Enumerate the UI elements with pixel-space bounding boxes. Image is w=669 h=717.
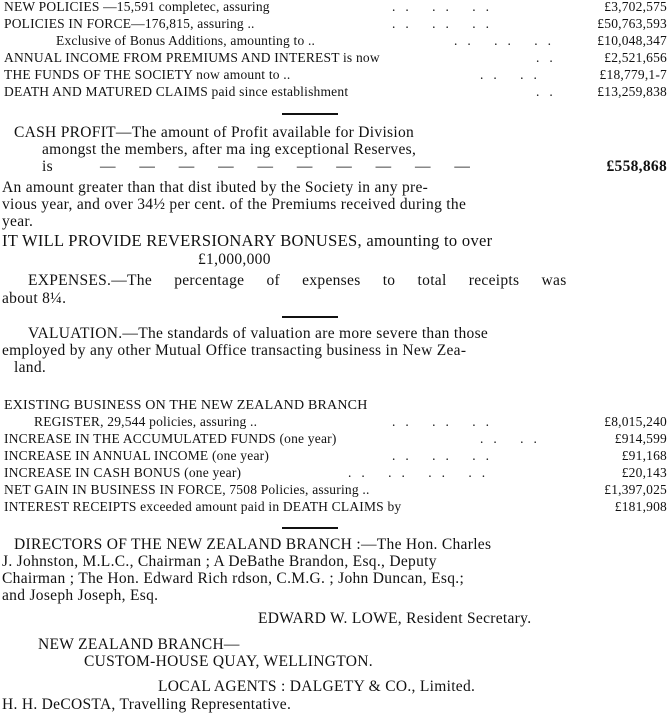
leader-dots: .. .. [480, 431, 547, 446]
dash-leader: — — — — — — — — — — [100, 158, 480, 175]
amount-line-2: vious year, and over 34½ per cent. of the Premiums received during the [2, 196, 467, 213]
stat-label: NEW POLICIES —15,591 completec, assuring [4, 0, 270, 14]
directors-line-2: J. Johnston, M.L.C., Chairman ; A DeBathe Brandon, Esq., Deputy [2, 553, 437, 570]
stat-label: INCREASE IN ANNUAL INCOME (one year) [4, 448, 270, 463]
directors-line-3: Chairman ; The Hon. Edward Rich rdson, C.M.G. ; John Duncan, Esq.; [2, 570, 465, 587]
stat-value: £914,599 [614, 431, 667, 446]
leader-dots: .. .. .. .. [348, 465, 496, 480]
section-divider [282, 113, 338, 115]
leader-dots: .. [536, 84, 563, 99]
stat-label: INTEREST RECEIPTS exceeded amount paid in DEATH CLAIMS by [4, 499, 402, 514]
valuation-line-3: land. [14, 359, 47, 376]
expenses-line-2: about 8¼. [2, 290, 67, 307]
resident-secretary: EDWARD W. LOWE, Resident Secretary. [258, 610, 532, 627]
stat-value: £3,702,575 [604, 0, 667, 14]
directors-line-4: and Joseph Joseph, Esq. [2, 587, 159, 604]
leader-dots: .. .. [480, 67, 547, 82]
directors-line-1: DIRECTORS OF THE NEW ZEALAND BRANCH :—The Hon. Charles [14, 536, 492, 553]
stat-value: £181,908 [614, 499, 667, 514]
stat-label: REGISTER, 29,544 policies, assuring .. [34, 414, 258, 429]
stat-value: £8,015,240 [604, 414, 667, 429]
stat-value: £20,143 [621, 465, 667, 480]
stat-label: INCREASE IN CASH BONUS (one year) [4, 465, 242, 480]
stat-value: £1,397,025 [604, 482, 667, 497]
stat-value: £91,168 [621, 448, 667, 463]
leader-dots: .. .. .. [454, 33, 561, 48]
stat-value: £2,521,656 [604, 50, 667, 65]
bonuses-line-2: £1,000,000 [198, 251, 271, 268]
valuation-line-1: VALUATION.—The standards of valuation are more severe than those [28, 325, 489, 342]
local-agents: LOCAL AGENTS : DALGETY & CO., Limited. [158, 678, 476, 695]
stat-label: Exclusive of Bonus Additions, amounting to .. [56, 33, 316, 48]
travelling-representative: H. H. DeCOSTA, Travelling Representative. [2, 696, 292, 713]
stat-label: ANNUAL INCOME FROM PREMIUMS AND INTEREST is now [4, 50, 380, 65]
advertisement-page: NEW POLICIES —15,591 completec, assuring .. .. .. £3,702,575 POLICIES IN FORCE—176,815, assuring .. .. .. .. £50,763,593 Exclusive of Bonus Additions, amounting to .. .. .. .. £10,048,347 ANNUAL INCOME FROM PREMIUMS AND INTEREST is now .. £2,521,656 THE FUNDS OF THE SOCIETY now amount to .. .. .. £18,779,1-7 DEATH AND MATURED CLAIMS paid since establishment .. £13,259,838 CASH PROFIT—The amount of Profit available for Division amongst the members, after ma ing exceptional Reserves, is — — — — — — — — — — £558,868 An amount greater than that dist ibuted by the Society in any pre- vious year, and over 34½ per cent. of the Premiums received during the year. IT WILL PROVIDE REVERSIONARY BONUSES, amounting to over £1,000,000 EXPENSES.—The percentage of expenses to total receipts was about 8¼. VALUATION.—The standards of valuation are more severe than those employed by any other Mutual Office transacting business in New Zea- land. EXISTING BUSINESS ON THE NEW ZEALAND BRANCH REGISTER, 29,544 policies, assuring .. .. .. .. £8,015,240 INCREASE IN THE ACCUMULATED FUNDS (one year) .. .. £914,599 INCREASE IN ANNUAL INCOME (one year) .. .. .. £91,168 INCREASE IN CASH BONUS (one year) .. .. .. .. £20,143 NET GAIN IN BUSINESS IN FORCE, 7508 Policies, assuring .. £1,397,025 INTEREST RECEIPTS exceeded amount paid in DEATH CLAIMS by £181,908 DIRECTORS OF THE NEW ZEALAND BRANCH :—The Hon. Charles J. Johnston, M.L.C., Chairman ; A DeBathe Brandon, Esq., Deputy Chairman ; The Hon. Edward Rich rdson, C.M.G. ; John Duncan, Esq.; and Joseph Joseph, Esq. EDWARD W. LOWE, Resident Secretary. NEW ZEALAND BRANCH— CUSTOM-HOUSE QUAY, WELLINGTON. LOCAL AGENTS : DALGETY & CO., Limited. H. H. DeCOSTA, Travelling Representative. [2, 0, 667, 713]
stat-label: THE FUNDS OF THE SOCIETY now amount to .. [4, 67, 291, 82]
leader-dots: .. .. .. [392, 414, 499, 429]
stat-value: £13,259,838 [597, 84, 667, 99]
stat-label: POLICIES IN FORCE—176,815, assuring .. [4, 16, 255, 31]
stat-value: £18,779,1-7 [599, 67, 667, 82]
stat-value: £10,048,347 [597, 33, 667, 48]
cash-profit-line-2: amongst the members, after ma ing exceptional Reserves, [42, 141, 417, 158]
cash-profit-line-1: CASH PROFIT—The amount of Profit available for Division [14, 124, 415, 141]
leader-dots: .. .. .. [392, 448, 499, 463]
amount-line-1: An amount greater than that dist ibuted by the Society in any pre- [2, 179, 429, 196]
section-divider [282, 316, 338, 318]
leader-dots: .. .. .. [392, 0, 499, 14]
valuation-line-2: employed by any other Mutual Office transacting business in New Zea- [2, 342, 467, 359]
stat-label: DEATH AND MATURED CLAIMS paid since establishment [4, 84, 349, 99]
expenses-line-1: EXPENSES.—The percentage of expenses to total receipts was [28, 272, 567, 289]
cash-profit-value: £558,868 [606, 158, 667, 175]
leader-dots: .. .. .. [392, 16, 499, 31]
branch-heading: NEW ZEALAND BRANCH— [38, 636, 240, 653]
stat-value: £50,763,593 [597, 16, 667, 31]
stat-label: NET GAIN IN BUSINESS IN FORCE, 7508 Policies, assuring .. [4, 482, 370, 497]
leader-dots: .. [536, 50, 563, 65]
section-divider [282, 527, 338, 529]
stat-label: INCREASE IN THE ACCUMULATED FUNDS (one year) [4, 431, 337, 446]
amount-line-3: year. [2, 213, 34, 230]
bonuses-line-1: IT WILL PROVIDE REVERSIONARY BONUSES, amounting to over [2, 231, 493, 250]
cash-profit-line-3: is [42, 158, 53, 175]
branch-address: CUSTOM-HOUSE QUAY, WELLINGTON. [84, 653, 373, 670]
